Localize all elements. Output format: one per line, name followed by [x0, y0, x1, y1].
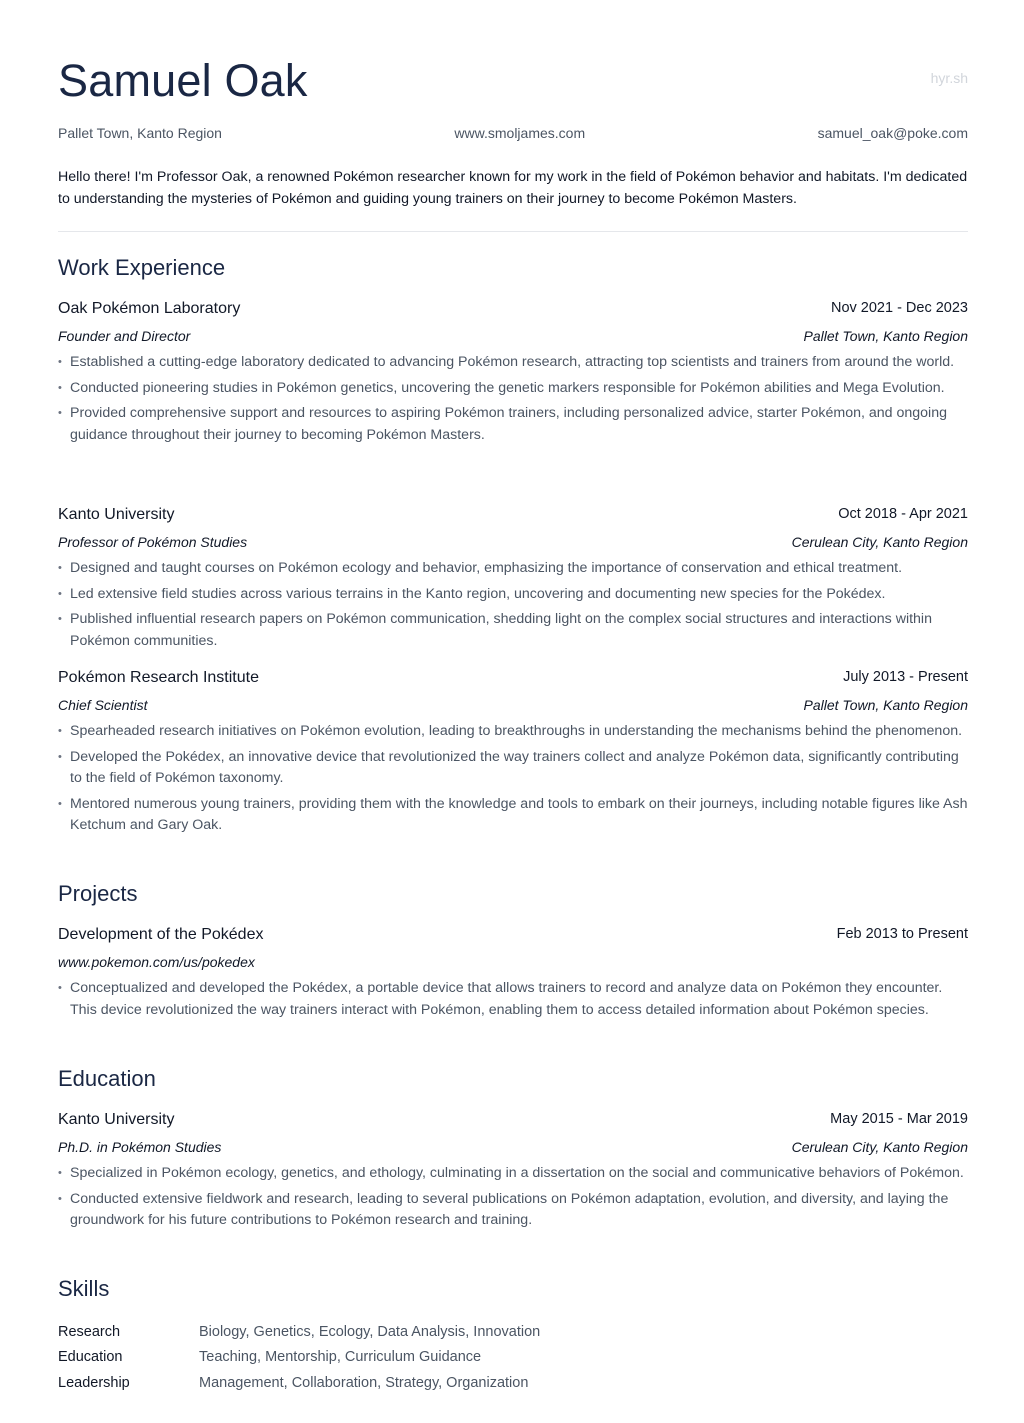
work-entry-subheader	[58, 328, 968, 344]
work-location: Pallet Town, Kanto Region	[803, 328, 968, 344]
work-role: Founder and Director	[58, 328, 191, 344]
contact-bar	[58, 125, 968, 141]
list-item: • Spearheaded research initiatives on Pokémon evolution, leading to breakthroughs in understanding the mechanisms behind the phenomenon.	[58, 721, 968, 743]
education-location: Cerulean City, Kanto Region	[791, 1139, 968, 1155]
section-title-projects: Projects	[58, 881, 138, 906]
work-entry-header	[58, 669, 968, 687]
list-item: • Mentored numerous young trainers, providing them with the knowledge and tools to embark on their journeys, including notable figures like Ash Ketchum and Gary Oak.	[58, 794, 968, 837]
candidate-name: Samuel Oak	[58, 55, 308, 106]
education-entry-subheader	[58, 1139, 968, 1155]
education-bullets	[58, 1163, 968, 1236]
list-item: • Conceptualized and developed the Pokédex, a portable device that allows trainers to record and analyze data on Pokémon they encounter. This device revolutionized the way trainers interact with Pokémon, enabling them to access detailed information about Pokémon species.	[58, 978, 968, 1021]
skill-keywords: Biology, Genetics, Ecology, Data Analysis, Innovation	[199, 1324, 541, 1340]
work-entry-subheader	[58, 697, 968, 713]
location-text: Pallet Town, Kanto Region	[58, 125, 222, 141]
work-entry-header	[58, 300, 968, 318]
work-date: Oct 2018 - Apr 2021	[838, 506, 968, 522]
work-role: Chief Scientist	[58, 697, 148, 713]
brand-link[interactable]: hyr.sh	[930, 70, 968, 86]
work-role: Professor of Pokémon Studies	[58, 534, 248, 550]
skill-category: Education	[58, 1349, 123, 1366]
skill-row	[58, 1320, 968, 1345]
section-title-skills: Skills	[58, 1276, 110, 1301]
list-item: • Published influential research papers on Pokémon communication, shedding light on the complex social structures and interactions within Pokémon communities.	[58, 609, 968, 652]
work-date: July 2013 - Present	[843, 669, 968, 685]
list-item: • Developed the Pokédex, an innovative device that revolutionized the way trainers collect and analyze Pokémon data, significantly contributing to the field of Pokémon taxonomy.	[58, 747, 968, 790]
section-title-work: Work Experience	[58, 255, 226, 280]
list-item: • Provided comprehensive support and resources to aspiring Pokémon trainers, including personalized advice, starter Pokémon, and ongoing guidance throughout their journey to becoming Pokémon Masters.	[58, 403, 968, 446]
education-entry-header	[58, 1111, 968, 1129]
project-entry-subheader	[58, 954, 968, 970]
education-degree: Ph.D. in Pokémon Studies	[58, 1139, 222, 1155]
list-item: • Led extensive field studies across various terrains in the Kanto region, uncovering and documenting new species for the Pokédex.	[58, 584, 968, 606]
section-title-education: Education	[58, 1066, 156, 1091]
project-date: Feb 2013 to Present	[836, 926, 968, 942]
project-url-link[interactable]: www.pokemon.com/us/pokedex	[58, 954, 255, 970]
project-entry-header	[58, 926, 968, 944]
list-item: • Specialized in Pokémon ecology, genetics, and ethology, culminating in a dissertation on the social and communicative behaviors of Pokémon.	[58, 1163, 968, 1185]
work-bullets	[58, 352, 968, 450]
work-bullets	[58, 721, 968, 841]
list-item: • Conducted extensive fieldwork and research, leading to several publications on Pokémon adaptation, evolution, and diversity, and laying the groundwork for his future contributions to Pokémon research and training.	[58, 1189, 968, 1232]
work-company: Pokémon Research Institute	[58, 669, 259, 686]
work-location: Cerulean City, Kanto Region	[791, 534, 968, 550]
list-item: • Designed and taught courses on Pokémon ecology and behavior, emphasizing the importance of conservation and ethical treatment.	[58, 558, 968, 580]
skills-table	[58, 1320, 968, 1396]
list-item: • Established a cutting-edge laboratory dedicated to advancing Pokémon research, attracting top scientists and trainers from around the world.	[58, 352, 968, 374]
list-item: • Conducted pioneering studies in Pokémon genetics, uncovering the genetic markers responsible for Pokémon abilities and Mega Evolution.	[58, 378, 968, 400]
work-company: Kanto University	[58, 506, 175, 523]
skill-category: Research	[58, 1324, 121, 1340]
email-link[interactable]: samuel_oak@poke.com	[817, 125, 968, 141]
work-entry-subheader	[58, 534, 968, 550]
skill-keywords: Management, Collaboration, Strategy, Organization	[199, 1374, 529, 1391]
skill-category: Leadership	[58, 1374, 130, 1391]
work-entry-header	[58, 506, 968, 524]
skill-row	[58, 1345, 968, 1370]
summary-text: Hello there! I'm Professor Oak, a renowned Pokémon researcher known for my work in the field of Pokémon behavior and habitats. I'm dedicated to understanding the mysteries of Pokémon and guiding young trainers on their journey to become Pokémon Masters.	[58, 169, 968, 207]
education-date: May 2015 - Mar 2019	[830, 1111, 968, 1127]
skill-row	[58, 1371, 968, 1396]
education-school: Kanto University	[58, 1111, 175, 1128]
work-bullets	[58, 558, 968, 656]
project-name: Development of the Pokédex	[58, 926, 264, 943]
project-bullets	[58, 978, 968, 1025]
work-company: Oak Pokémon Laboratory	[58, 300, 241, 317]
header-divider	[58, 231, 968, 232]
work-date: Nov 2021 - Dec 2023	[830, 300, 968, 316]
work-location: Pallet Town, Kanto Region	[803, 697, 968, 713]
website-link[interactable]: www.smoljames.com	[454, 125, 586, 141]
skill-keywords: Teaching, Mentorship, Curriculum Guidance	[199, 1349, 482, 1366]
